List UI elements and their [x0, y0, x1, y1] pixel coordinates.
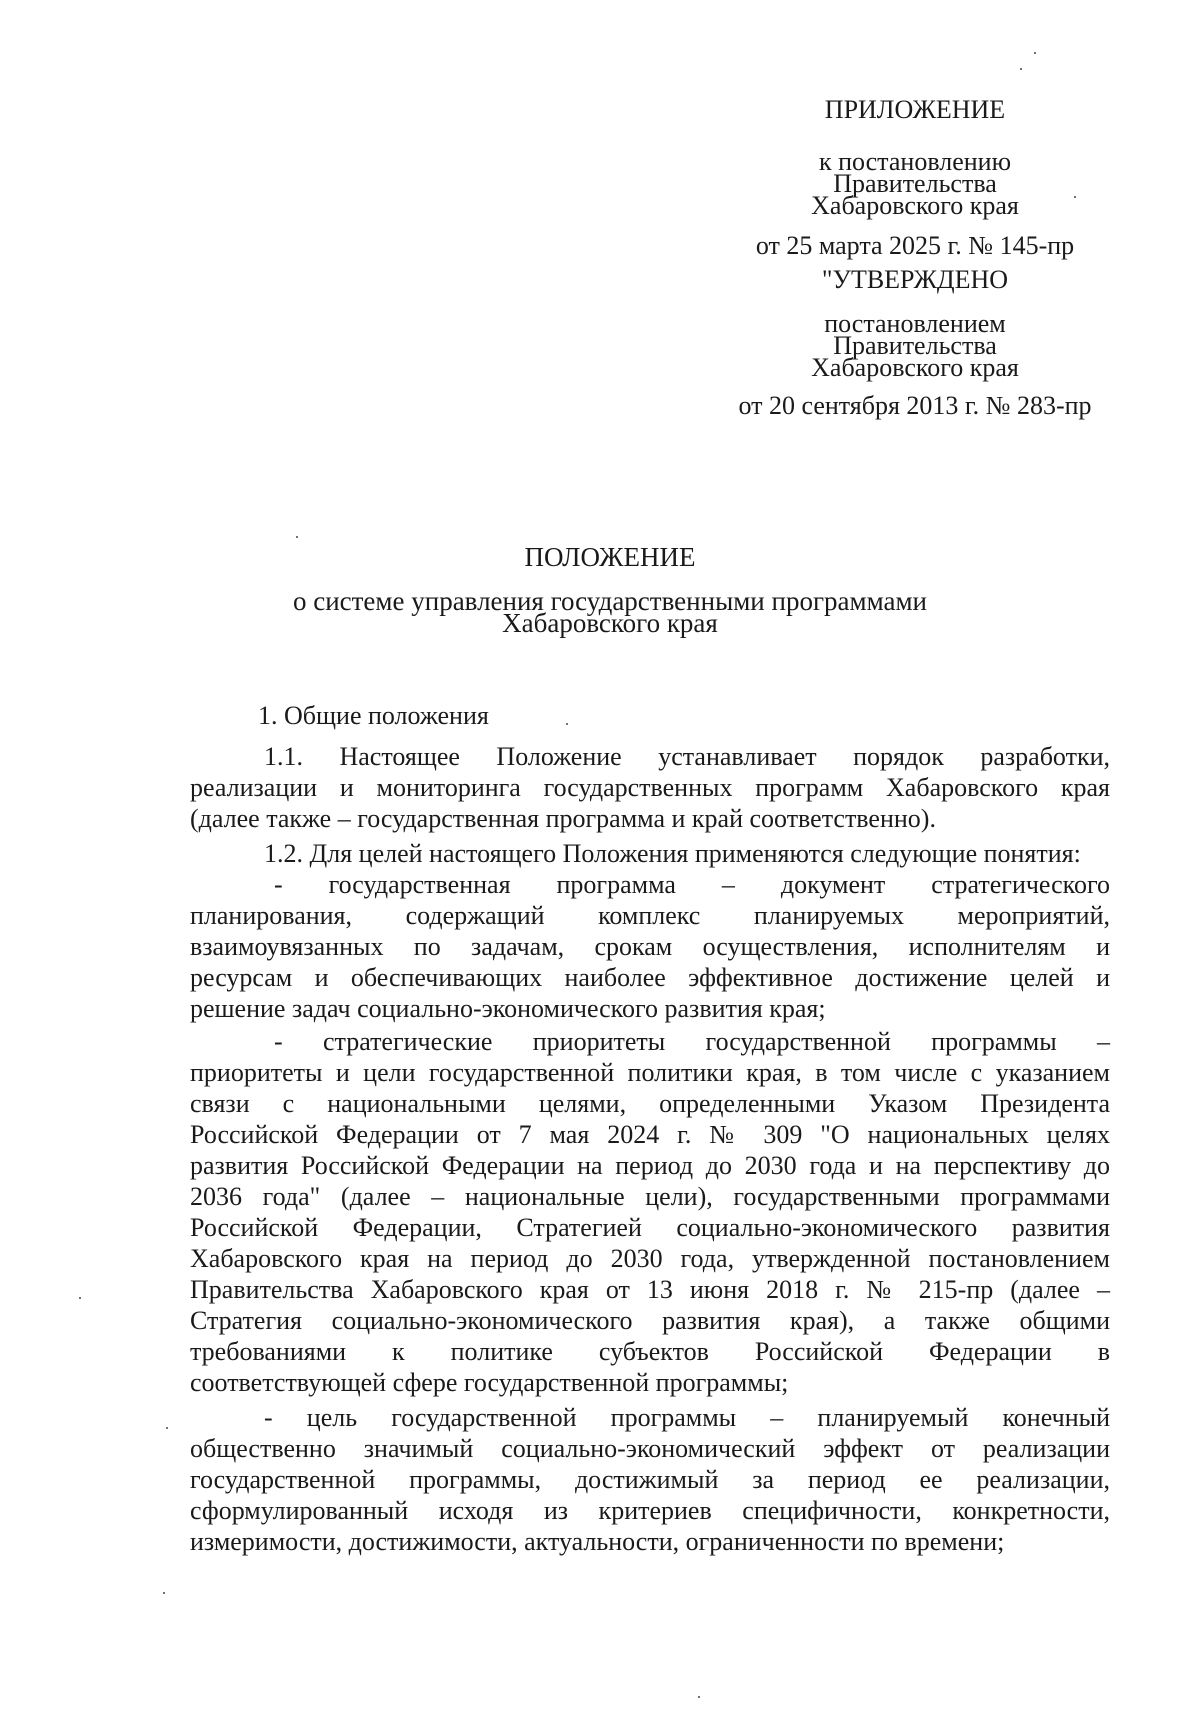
text-line: реализации и мониторинга государственных программ Хабаровского края	[190, 773, 1110, 802]
text-line: соответствующей сфере государственной программы;	[190, 1368, 789, 1397]
text-line: Хабаровского края на период до 2030 года, утвержденной постановлением	[190, 1244, 1110, 1273]
approved-line: Хабаровского края	[811, 353, 1019, 382]
text-line: взаимоувязанных по задачам, срокам осуществления, исполнителям и	[190, 932, 1110, 961]
text-line: 2036 года" (далее – национальные цели), государственными программами	[190, 1182, 1110, 1211]
document-subtitle: Хабаровского края	[502, 608, 718, 638]
text-line: Стратегия социально-экономического развития края), а также общими	[190, 1306, 1110, 1335]
text-line: 1.1. Настоящее Положение устанавливает порядок разработки,	[264, 742, 1110, 771]
text-line: ресурсам и обеспечивающих наиболее эффективное достижение целей и	[190, 963, 1110, 992]
scan-speck	[566, 723, 568, 725]
text-line: Правительства Хабаровского края от 13 июня 2018 г. № 215-пр (далее –	[190, 1275, 1110, 1304]
text-line: 1.2. Для целей настоящего Положения применяются следующие понятия:	[264, 839, 1081, 868]
approved-date-line: от 20 сентября 2013 г. № 283-пр	[738, 391, 1092, 420]
approved-line: Правительства	[833, 331, 997, 360]
text-line: (далее также – государственная программа и край соответственно).	[190, 804, 936, 833]
text-line: общественно значимый социально-экономический эффект от реализации	[190, 1434, 1110, 1463]
appendix-line: Хабаровского края	[811, 191, 1019, 220]
text-line: приоритеты и цели государственной политики края, в том числе с указанием	[190, 1058, 1110, 1087]
appendix-date-line: от 25 марта 2025 г. № 145-пр	[755, 231, 1075, 260]
paragraph-1-1	[190, 741, 1110, 834]
approved-line: постановлением	[824, 309, 1006, 338]
definition-priorities	[190, 1026, 1110, 1398]
text-line: - государственная программа – документ стратегического	[274, 870, 1110, 899]
text-line: требованиями к политике субъектов Российской Федерации в	[190, 1337, 1110, 1366]
section-heading: 1. Общие положения	[258, 701, 489, 730]
scan-speck	[163, 1592, 165, 1594]
text-line: развития Российской Федерации на период до 2030 года и на перспективу до	[190, 1151, 1110, 1180]
text-line: связи с национальными целями, определенными Указом Президента	[190, 1089, 1110, 1118]
approved-block	[720, 265, 1110, 420]
scan-speck	[1074, 196, 1076, 198]
document-title: ПОЛОЖЕНИЕ	[524, 542, 696, 572]
text-line: решение задач социально-экономического развития края;	[190, 994, 826, 1023]
approved-heading: "УТВЕРЖДЕНО	[821, 265, 1009, 294]
text-line: планирования, содержащий комплекс планируемых мероприятий,	[190, 901, 1110, 930]
document-subtitle: о системе управления государственными программами	[292, 586, 928, 616]
text-line: измеримости, достижимости, актуальности, ограниченности по времени;	[190, 1527, 1005, 1556]
appendix-block	[720, 95, 1110, 260]
scan-speck	[1034, 52, 1036, 54]
appendix-line: к постановлению	[818, 147, 1012, 176]
appendix-line: Правительства	[833, 169, 997, 198]
text-line: сформулированный исходя из критериев специфичности, конкретности,	[190, 1496, 1110, 1525]
text-line: Российской Федерации, Стратегией социально-экономического развития	[190, 1213, 1110, 1242]
text-line: Российской Федерации от 7 мая 2024 г. № 309 "О национальных целях	[190, 1120, 1110, 1149]
scan-speck	[166, 1427, 168, 1429]
scan-speck	[1020, 68, 1022, 70]
text-line: - стратегические приоритеты государственной программы –	[274, 1027, 1110, 1056]
scan-speck	[296, 536, 298, 538]
appendix-heading: ПРИЛОЖЕНИЕ	[824, 95, 1006, 124]
paragraph-1-2	[190, 838, 1110, 869]
text-line: государственной программы, достижимый за период ее реализации,	[190, 1465, 1110, 1494]
text-line: - цель государственной программы – планируемый конечный	[264, 1403, 1110, 1432]
definition-program	[190, 869, 1110, 1024]
definition-goal	[190, 1402, 1110, 1557]
scan-speck	[698, 1696, 700, 1698]
scan-speck	[79, 1297, 81, 1299]
